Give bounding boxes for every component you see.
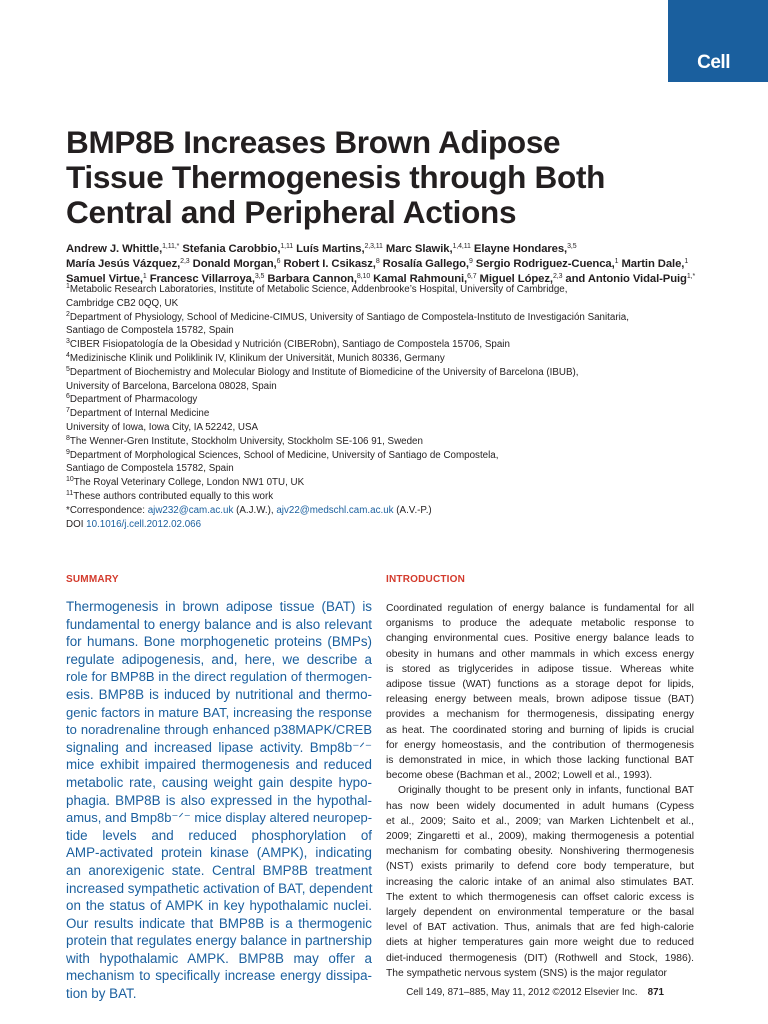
introduction-line: The extent to which thermogenesis can offset caloric excess is	[386, 891, 694, 903]
page-number: 871	[647, 987, 664, 998]
affiliation-text: Department of Biochemistry and Molecular Biology and Institute of Biomedicine of the University of Barcelona (IBUB),	[69, 366, 579, 378]
author-affiliation-sup: 1,11	[280, 243, 294, 250]
email-link-1[interactable]: ajw232@cam.ac.uk	[147, 504, 234, 516]
affiliation-line	[66, 393, 716, 407]
affiliation-text: Metabolic Research Laboratories, Institute of Metabolic Science, Addenbrooke’s Hospital, University of Cambridge,	[69, 284, 568, 295]
introduction-line: provides a mechanism for thermogenesis, dissipating energy	[386, 709, 694, 721]
introduction-line: Coordinated regulation of energy balance is fundamental for all	[386, 603, 694, 614]
correspondence-who-2: (A.V.-P.)	[393, 504, 432, 516]
introduction-line: adipose tissue (WAT) functions as a storage depot for lipids,	[386, 679, 694, 691]
title-line: BMP8B Increases Brown Adipose	[66, 124, 561, 160]
author-name: Donald Morgan,	[189, 257, 277, 270]
correspondence	[66, 504, 716, 518]
author-affiliation-sup: 8,10	[356, 272, 371, 280]
summary-line: tion by BAT.	[66, 986, 137, 1002]
affiliation-text: Department of Morphological Sciences, School of Medicine, University of Santiago de Compostela,	[69, 449, 499, 461]
affiliation-text: Department of Physiology, School of Medicine-CIMUS, University of Santiago de Compostela-Instituto de Investigación Sanitaria,	[69, 311, 629, 323]
affiliation-line	[66, 490, 716, 504]
affiliation-text: Santiago de Compostela 15782, Spain	[66, 325, 234, 337]
affiliation-text: University of Iowa, Iowa City, IA 52242, USA	[66, 421, 259, 433]
summary-line: on the status of AMPK in key hypothalamic nuclei.	[66, 898, 372, 914]
introduction-line: releasing energy between meals, brown adipose tissue (BAT)	[386, 694, 694, 706]
summary-line: genic factors in mature BAT, increasing the response	[66, 704, 372, 720]
summary-heading: SUMMARY	[66, 574, 119, 585]
affiliation-text: Santiago de Compostela 15782, Spain	[66, 463, 234, 475]
summary-line: regulate adipogenesis, and, here, we describe a	[66, 651, 372, 667]
affiliation-line	[66, 462, 716, 476]
author-affiliation-sup: 2,3,11	[364, 243, 383, 250]
summary-line: mechanism to specifically increase energy dissipa-	[66, 968, 372, 984]
affiliation-text: CIBER Fisiopatología de la Obesidad y Nutrición (CIBERobn), Santiago de Compostela 15706, Spain	[69, 339, 510, 351]
affiliation-sup: 6	[66, 393, 70, 401]
author-affiliation-sup: 1	[614, 257, 619, 265]
author-name: Barbara Cannon,	[264, 272, 357, 285]
summary-line: tide levels and reduced phosphorylation of	[66, 827, 372, 843]
summary-line: amus, and Bmp8b⁻ᐟ⁻ mice display altered neuropep-	[66, 810, 373, 826]
introduction-line: increasing the caloric intake of an animal also stimulates BAT.	[386, 876, 694, 888]
introduction-line: diet-induced thermogenesis (DIT) (Rothwell and Stock, 1986).	[386, 952, 694, 964]
doi-link[interactable]: 10.1016/j.cell.2012.02.066	[86, 518, 202, 530]
summary-line: for humans. Bone morphogenetic proteins (BMPs)	[66, 634, 372, 650]
author-affiliation-sup: 1,4,11	[452, 243, 471, 250]
summary-text	[66, 598, 372, 1003]
author-affiliation-sup: 9	[468, 257, 473, 265]
doi-label: DOI	[66, 518, 87, 530]
introduction-line: diets at higher temperatures gain more weight due to reduced	[386, 937, 694, 949]
introduction-line: The sympathetic nervous system (SNS) is the major regulator	[386, 967, 667, 979]
affiliation-text: Medizinische Klinik und Poliklinik IV, Klinikum der Universität, Munich 80336, Germany	[69, 352, 445, 364]
introduction-heading: INTRODUCTION	[386, 574, 466, 585]
author-name: Luís Martins,	[293, 243, 365, 255]
affiliation-line	[66, 407, 716, 421]
introduction-line: level of BAT activation. Thus, animals that are fed high-calorie	[386, 922, 694, 934]
author-affiliation-sup: 2,3	[552, 272, 563, 280]
affiliation-line	[66, 283, 716, 297]
affiliation-sup: 11	[66, 489, 74, 497]
author-line-1	[66, 242, 706, 257]
author-line-2	[66, 257, 706, 272]
author-name: Robert I. Csikasz,	[280, 257, 376, 270]
affiliation-line	[66, 421, 716, 435]
affiliation-text: Department of Internal Medicine	[69, 408, 210, 420]
affiliation-sup: 8	[66, 434, 70, 442]
correspondence-label: *Correspondence:	[66, 504, 148, 516]
author-name: and Antonio Vidal-Puig	[562, 272, 687, 285]
affiliation-sup: 1	[66, 283, 70, 290]
author-affiliation-sup: 1,11,*	[162, 243, 180, 250]
affiliation-text: These authors contributed equally to this work	[73, 490, 274, 502]
affiliation-list	[66, 283, 716, 504]
affiliation-line	[66, 311, 716, 325]
doi	[66, 518, 716, 532]
affiliation-line	[66, 297, 716, 311]
introduction-line: (NST) exists primarily to defend core body temperature, but	[386, 861, 694, 873]
affiliation-line	[66, 435, 716, 449]
author-name: María Jesús Vázquez,	[66, 257, 181, 270]
summary-line: fundamental to energy balance and is also relevant	[66, 616, 372, 632]
author-name: Martin Dale,	[618, 257, 685, 270]
footer-citation: Cell 149, 871–885, May 11, 2012 ©2012 Elsevier Inc.	[406, 987, 638, 998]
affiliation-sup: 10	[66, 476, 74, 484]
affiliation-text: The Royal Veterinary College, London NW1 0TU, UK	[73, 477, 305, 489]
introduction-line: changing environmental cues. Positive energy balance leads to	[386, 633, 694, 645]
affiliation-text: University of Barcelona, Barcelona 08028, Spain	[66, 380, 277, 392]
author-name: Sergio Rodriguez-Cuenca,	[472, 257, 615, 270]
summary-line: phagia. BMP8B is also expressed in the hypothal-	[66, 792, 372, 808]
paper-title	[66, 125, 686, 230]
affiliation-sup: 3	[66, 338, 70, 346]
author-name: Rosalía Gallego,	[379, 257, 469, 270]
summary-line: signaling and increased lipase activity. Bmp8b⁻ᐟ⁻	[66, 739, 372, 755]
introduction-line: largely dependent on environmental temperature or the basal	[386, 907, 694, 919]
summary-line: an anorexigenic state. Central BMP8B treatment	[66, 862, 372, 878]
affiliation-line	[66, 380, 716, 394]
summary-line: role for BMP8B in the direct regulation of thermogen-	[66, 669, 372, 685]
author-affiliation-sup: 1,*	[686, 272, 696, 280]
summary-line: Our results indicate that BMP8B is a thermogenic	[66, 915, 372, 931]
summary-line: Thermogenesis in brown adipose tissue (BAT) is	[66, 599, 372, 614]
introduction-line: Originally thought to be present only in infants, functional BAT	[398, 785, 694, 797]
journal-logo-text: Cell	[697, 52, 730, 73]
correspondence-who-1: (A.J.W.),	[233, 504, 277, 516]
introduction-line: mechanism for combating obesity. Nonshivering thermogenesis	[386, 846, 694, 858]
affiliation-text: Department of Pharmacology	[69, 394, 198, 406]
introduction-line: organisms to produce the adequate metabolic response to	[386, 618, 694, 630]
affiliation-sup: 7	[66, 407, 70, 415]
affiliation-sup: 5	[66, 365, 70, 373]
summary-line: AMP-activated protein kinase (AMPK), indicating	[66, 845, 372, 861]
author-affiliation-sup: 1	[142, 272, 147, 280]
affiliation-line	[66, 352, 716, 366]
introduction-line: is stored as triglycerides in adipose tissue. Whereas white	[386, 663, 694, 675]
introduction-line: has now been widely documented in adult humans (Cypess	[386, 800, 694, 812]
affiliation-line	[66, 366, 716, 380]
author-name: Stefania Carobbio,	[179, 243, 281, 255]
introduction-line: 2009; Zingaretti et al., 2009), making thermogenesis a potential	[386, 831, 694, 843]
introduction-line: obesity in humans and other mammals in which excess energy	[386, 648, 694, 660]
author-name: Miguel López,	[476, 272, 553, 285]
email-link-2[interactable]: ajv22@medschl.cam.ac.uk	[276, 504, 394, 516]
author-name: Francesc Villarroya,	[146, 272, 255, 285]
title-line: Central and Peripheral Actions	[66, 194, 517, 230]
affiliation-sup: 9	[66, 448, 70, 456]
introduction-text	[386, 601, 694, 981]
journal-logo	[668, 0, 768, 82]
affiliation-line	[66, 324, 716, 338]
title-line: Tissue Thermogenesis through Both	[66, 159, 606, 195]
affiliation-sup: 2	[66, 310, 70, 318]
summary-line: with hypothalamic AMPK. BMP8B may offer a	[66, 950, 372, 966]
author-name: Kamal Rahmouni,	[370, 272, 468, 285]
author-affiliation-sup: 6,7	[467, 272, 477, 280]
page-footer	[406, 987, 664, 998]
author-list	[66, 242, 706, 286]
affiliations	[66, 283, 716, 531]
author-name: Samuel Virtue,	[66, 272, 143, 285]
summary-line: metabolic rate, causing weight gain despite hypo-	[66, 774, 372, 790]
author-affiliation-sup: 3,5	[567, 243, 577, 250]
author-name: Marc Slawik,	[382, 243, 453, 255]
summary-line: mice exhibit impaired thermogenesis and reduced	[66, 757, 372, 773]
affiliation-line	[66, 476, 716, 490]
introduction-line: for energy homeostasis, and the contribution of thermogenesis	[386, 739, 694, 751]
author-name: Elayne Hondares,	[470, 243, 568, 255]
introduction-line: become obese (Bachman et al., 2002; Lowell et al., 1993).	[386, 770, 653, 782]
affiliation-line	[66, 338, 716, 352]
affiliation-sup: 4	[66, 351, 70, 359]
author-affiliation-sup: 8	[375, 257, 380, 265]
summary-line: increased sympathetic activation of BAT, dependent	[66, 880, 373, 896]
summary-line: protein that regulates energy balance in partnership	[66, 933, 372, 949]
summary-line: to noradrenaline through enhanced p38MAPK/CREB	[66, 722, 372, 738]
affiliation-line	[66, 449, 716, 463]
author-affiliation-sup: 1	[684, 257, 689, 265]
author-name: Andrew J. Whittle,	[66, 243, 163, 255]
affiliation-text: The Wenner-Gren Institute, Stockholm University, Stockholm SE-106 91, Sweden	[69, 435, 423, 447]
summary-line: esis. BMP8B is induced by nutritional and thermo-	[66, 686, 372, 702]
author-affiliation-sup: 3,5	[254, 272, 265, 280]
introduction-line: as heat. The coordinated storing and burning of lipids is crucial	[386, 724, 694, 736]
author-affiliation-sup: 6	[276, 257, 281, 265]
author-affiliation-sup: 2,3	[180, 257, 190, 265]
affiliation-text: Cambridge CB2 0QQ, UK	[66, 297, 179, 309]
introduction-line: is demonstrated in mice, in which those lacking functional BAT	[386, 755, 694, 767]
introduction-line: et al., 2009; Saito et al., 2009; van Marken Lichtenbelt et al.,	[386, 815, 694, 827]
